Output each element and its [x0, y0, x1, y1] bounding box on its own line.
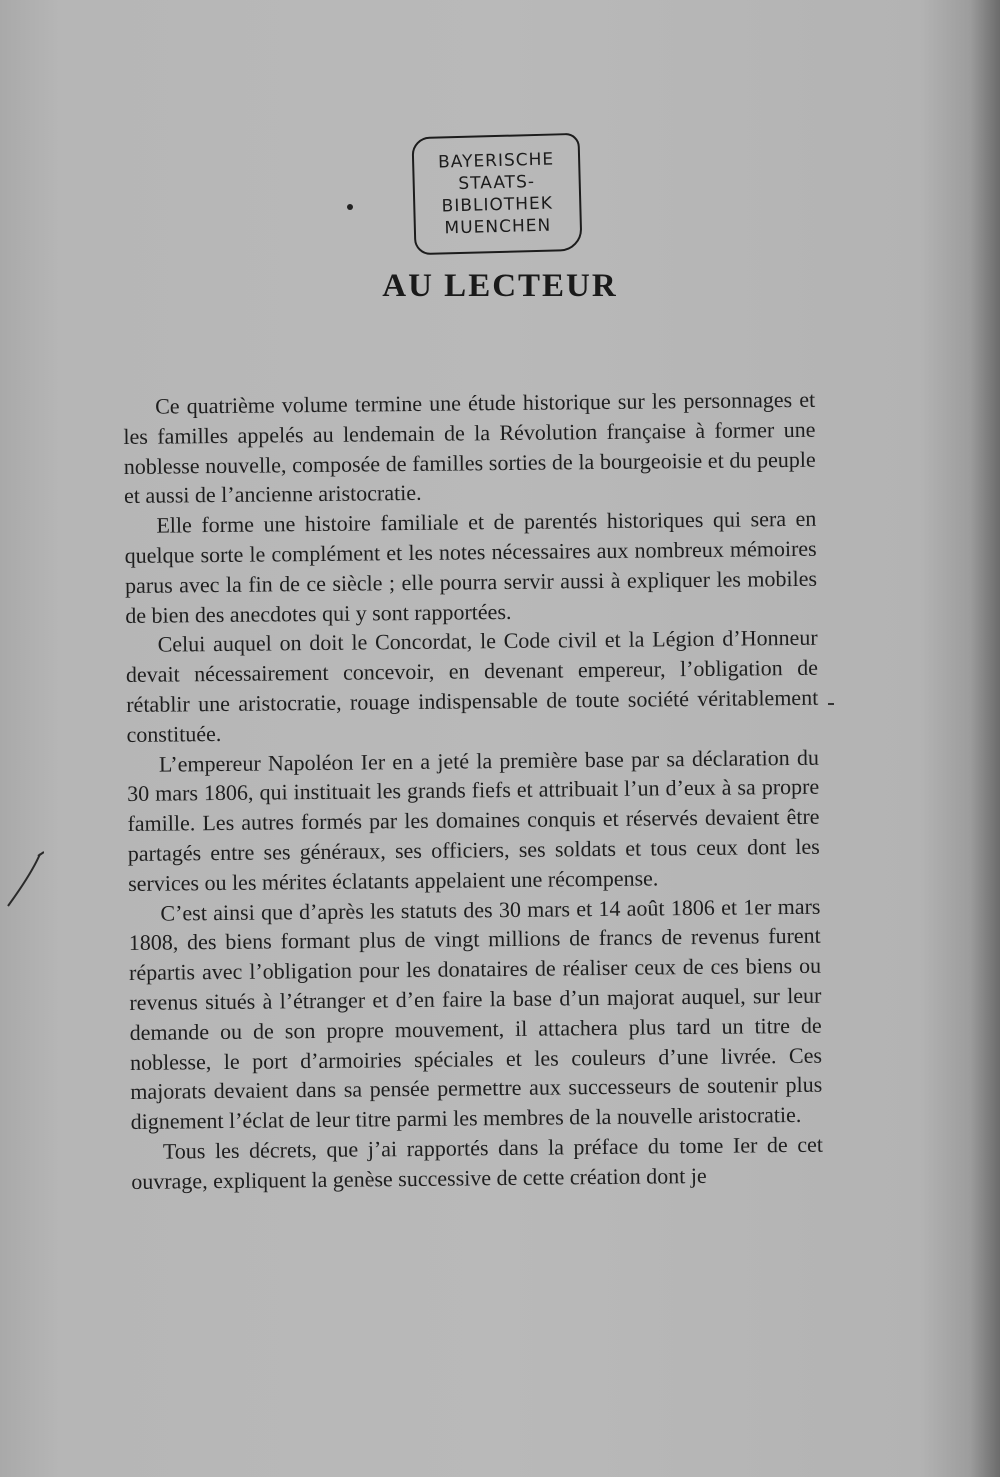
stamp-line-3: BIBLIOTHEK — [441, 193, 554, 217]
library-stamp — [411, 133, 582, 255]
paragraph-6: Tous les décrets, que j’ai rapportés dans la préface du tome Ier de cet ouvrage, expliquent la genèse successive de cette création dont je — [131, 1131, 824, 1194]
paragraph-1: Ce quatrième volume termine une étude historique sur les personnages et les familles appelés au lendemain de la Révolution française à former une noblesse nouvelle, composée de familles sorties de la bourgeoisie et du peuple et aussi de l’ancienne aristocratie. — [123, 386, 816, 509]
stamp-line-1: BAYERISCHE — [437, 149, 555, 173]
paragraph-4: L’empereur Napoléon Ier en a jeté la première base par sa déclaration du 30 mars 1806, qui instituait les grands fiefs et attribuait l’un d’eux à sa propre famille. Les autres formés par les domaines conquis et réservés devaient être partagés entre ses généraux, ses officiers, ses soldats et tous ceux dont les services ou les mérites éclatants appelaient une récompense. — [127, 744, 820, 896]
margin-dash — [828, 703, 834, 705]
page-title: AU LECTEUR — [382, 268, 618, 304]
stamp-line-4: MUENCHEN — [444, 215, 552, 239]
stamp-line-2: STAATS- — [458, 172, 536, 195]
paragraph-5: C’est ainsi que d’après les statuts des 30 mars et 14 août 1806 et 1er mars 1808, des biens formant plus de vingt millions de francs de revenus furent répartis avec l’obligation pour les donataires de réaliser ceux de ces biens ou revenus situés à l’étranger et d’en faire la base d’un majorat auquel, sur leur demande ou de son propre mouvement, il attachera plus tard un titre de noblesse, le port d’armoiries spéciales et les couleurs d’une livrée. Ces majorats devaient dans sa pensée permettre aux successeurs de soutenir plus dignement l’éclat de leur titre parmi les membres de la nouvelle aristocratie. — [128, 893, 823, 1135]
ink-dot — [347, 204, 353, 210]
pencil-mark-icon — [4, 850, 44, 910]
paragraph-3: Celui auquel on doit le Concordat, le Code civil et la Légion d’Honneur devait nécessairement concevoir, en devenant empereur, l’obligation de rétablir une aristocratie, rouage indispensable de toute société véritablement constituée. — [125, 625, 819, 747]
page-edge-shadow — [970, 0, 1000, 1477]
paragraph-2: Elle forme une histoire familiale et de parentés historiques qui sera en quelque sorte le complément et les notes nécessaires aux nombreux mémoires parus avec la fin de ce siècle ; elle pourra servir aussi à expliquer les mobiles de bien des anecdotes qui y sont rapportées. — [124, 505, 818, 628]
body-text — [123, 385, 823, 1197]
